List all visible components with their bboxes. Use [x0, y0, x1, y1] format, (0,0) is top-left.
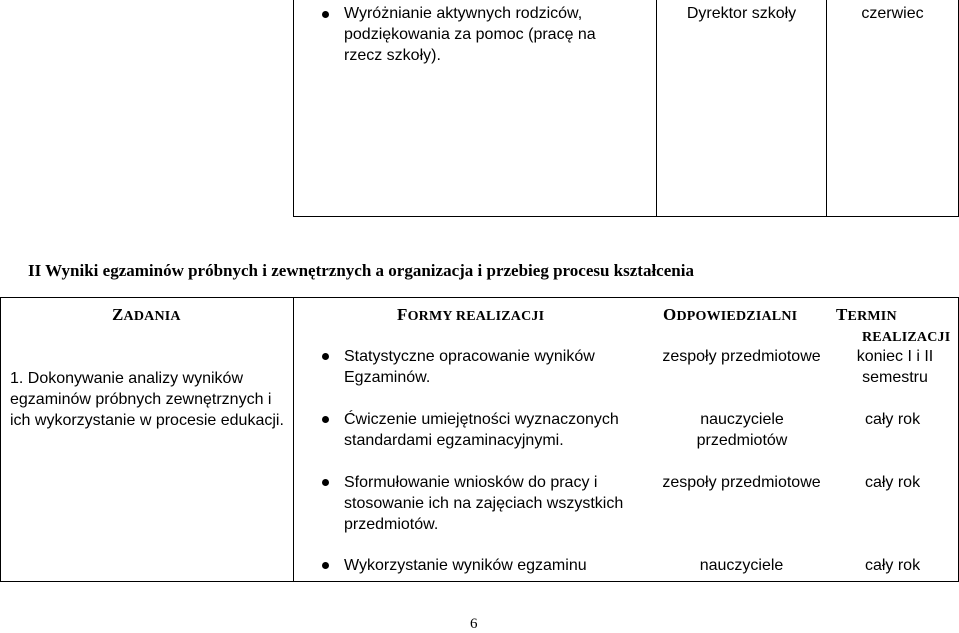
forma-text: Sformułowanie wniosków do pracy i stosowanie ich na zajęciach wszystkich przedmiotów. — [344, 474, 624, 533]
bullet-icon — [322, 353, 329, 360]
forma-text: Statystyczne opracowanie wyników Egzaminów. — [344, 348, 595, 386]
bullet-icon — [322, 562, 329, 569]
forma-text: Ćwiczenie umiejętności wyznaczonych standardami egzaminacyjnymi. — [344, 411, 619, 449]
top-table-border — [826, 0, 827, 217]
task-text: 1. Dokonywanie analizy wyników egzaminów próbnych zewnętrznych i ich wykorzystanie w procesie edukacji. — [10, 370, 284, 429]
header-zadania: ZADANIA — [112, 305, 181, 324]
termin-text: cały rok — [864, 411, 921, 428]
termin-text: cały rok — [864, 474, 921, 491]
bullet-icon — [322, 479, 329, 486]
main-table-border — [0, 581, 959, 582]
bullet-icon — [322, 416, 329, 423]
odpowiedzialni-text: nauczyciele przedmiotów — [696, 411, 788, 449]
header-odpowiedzialni: ODPOWIEDZIALNI — [663, 305, 798, 324]
header-termin: TERMIN — [836, 305, 897, 324]
termin-text: cały rok — [864, 557, 921, 574]
odpowiedzialni-text: nauczyciele — [699, 557, 784, 574]
top-task-text: Wyróżnianie aktywnych rodziców, podziękowania za pomoc (pracę na rzecz szkoły). — [344, 5, 596, 64]
top-responsible: Dyrektor szkoły — [686, 5, 797, 22]
main-table-border — [0, 297, 959, 298]
main-table-border — [293, 297, 294, 582]
odpowiedzialni-text: zespoły przedmiotowe — [662, 474, 821, 491]
top-table-border — [293, 216, 959, 217]
top-table-border — [656, 0, 657, 217]
header-formy: FORMY REALIZACJI — [397, 305, 545, 324]
forma-text: Wykorzystanie wyników egzaminu — [344, 557, 587, 574]
bullet-icon — [322, 11, 329, 18]
page-number: 6 — [470, 616, 478, 632]
section-title: II Wyniki egzaminów próbnych i zewnętrznych a organizacja i przebieg procesu kształcenia — [28, 261, 694, 280]
odpowiedzialni-text: zespoły przedmiotowe — [662, 348, 821, 365]
top-table-border — [293, 0, 294, 217]
termin-text: koniec I i II semestru — [856, 348, 934, 386]
top-term: czerwiec — [861, 5, 924, 22]
header-termin-line2: REALIZACJI — [862, 330, 951, 345]
main-table-border — [0, 297, 1, 582]
